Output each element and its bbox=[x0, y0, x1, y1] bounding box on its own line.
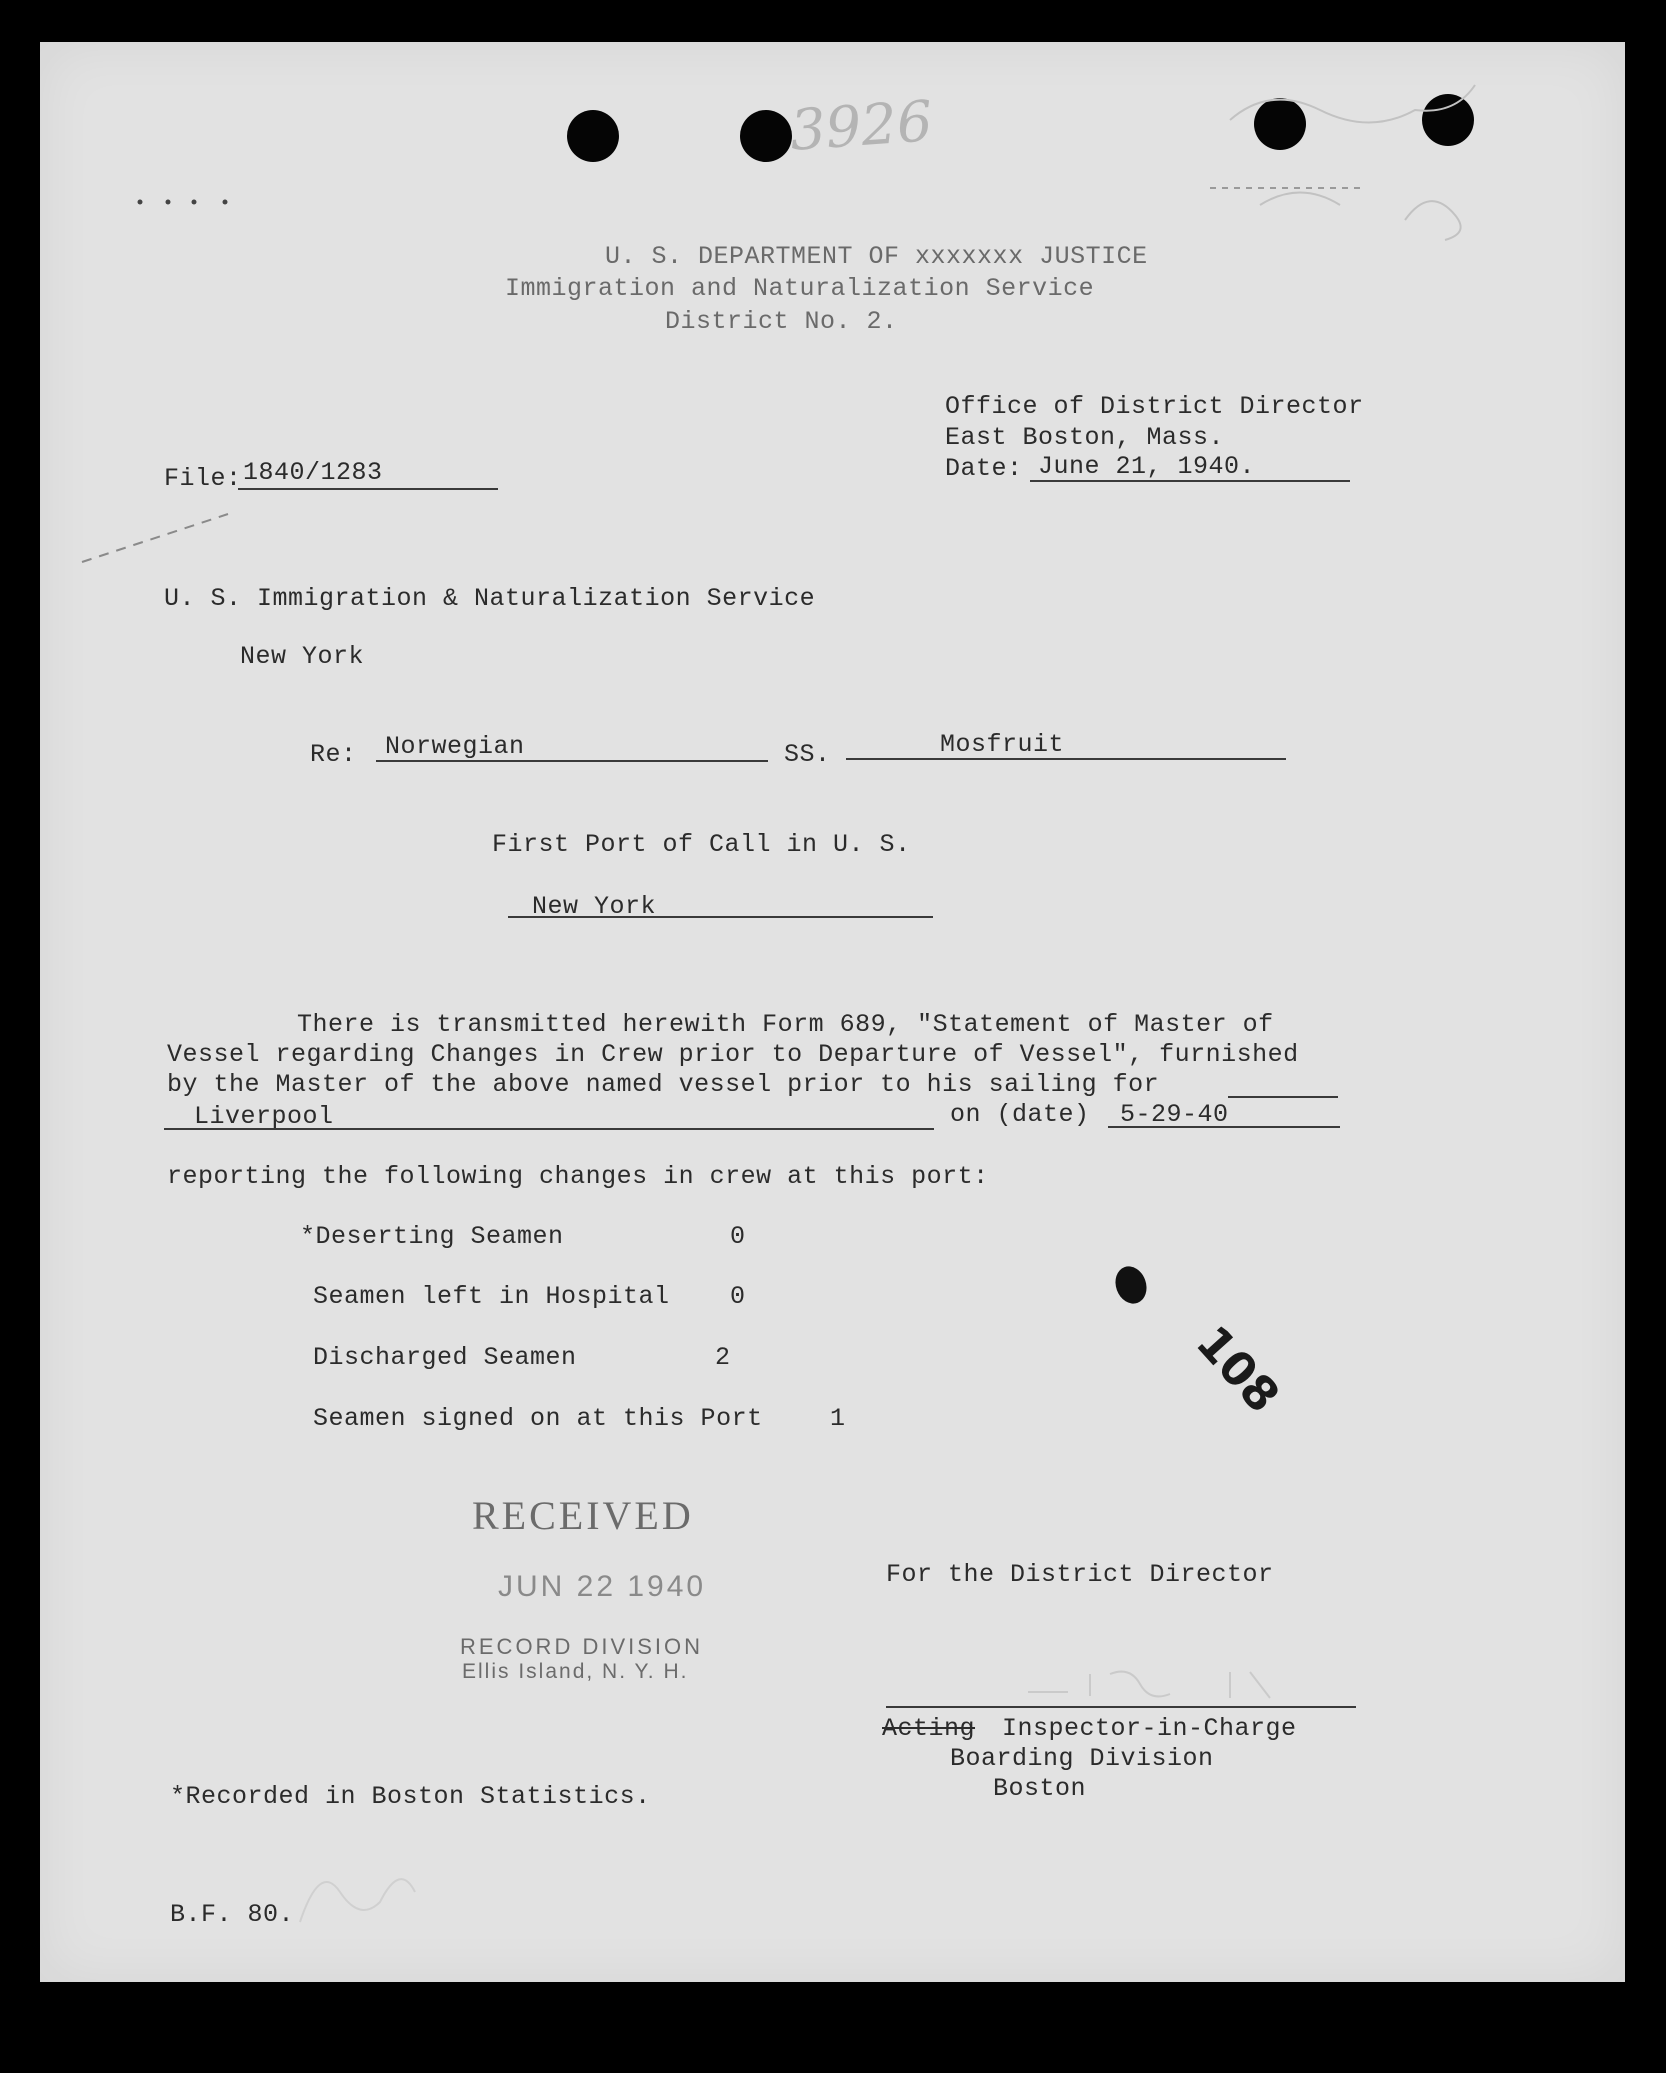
change-deserting-label: *Deserting Seamen bbox=[300, 1222, 564, 1251]
change-hospital-count: 0 bbox=[730, 1282, 746, 1311]
footnote: *Recorded in Boston Statistics. bbox=[170, 1782, 651, 1811]
addressee-name: U. S. Immigration & Naturalization Service bbox=[164, 584, 816, 613]
for-district-director: For the District Director bbox=[886, 1560, 1274, 1589]
letterhead-service: Immigration and Naturalization Service bbox=[505, 274, 1095, 303]
sail-date-underline bbox=[1108, 1126, 1340, 1128]
addressee-city: New York bbox=[240, 642, 365, 671]
sail-date-value: 5-29-40 bbox=[1120, 1100, 1229, 1129]
first-port-value: New York bbox=[532, 892, 657, 921]
struck-word bbox=[882, 1714, 975, 1743]
office-location: East Boston, Mass. bbox=[945, 423, 1225, 452]
signer-division: Boarding Division bbox=[950, 1744, 1214, 1773]
pencil-scribble-mark bbox=[1190, 70, 1510, 250]
received-stamp-division: RECORD DIVISION bbox=[460, 1634, 704, 1659]
pencil-dash-mark bbox=[78, 502, 238, 572]
destination-underline bbox=[164, 1128, 934, 1130]
received-stamp-location: Ellis Island, N. Y. H. bbox=[462, 1660, 689, 1683]
destination-value: Liverpool bbox=[194, 1102, 334, 1131]
vessel-underline bbox=[846, 758, 1286, 760]
nationality-underline bbox=[376, 760, 768, 762]
body-line-2: Vessel regarding Changes in Crew prior to Departure of Vessel", furnished bbox=[167, 1040, 1299, 1069]
pencil-loop-mark bbox=[280, 1842, 440, 1942]
stamped-number: 108 bbox=[1185, 1315, 1291, 1423]
punch-hole-2 bbox=[740, 110, 792, 162]
signer-title: Inspector-in-Charge bbox=[1002, 1714, 1297, 1743]
body-line-3: by the Master of the above named vessel prior to his sailing for bbox=[167, 1070, 1160, 1099]
letterhead-district: District No. 2. bbox=[665, 307, 898, 336]
change-signed-on-count: 1 bbox=[830, 1404, 846, 1433]
dotted-mark bbox=[130, 192, 250, 212]
first-port-label: First Port of Call in U. S. bbox=[492, 830, 911, 859]
first-port-underline bbox=[508, 916, 933, 918]
signature-line bbox=[886, 1706, 1356, 1708]
sailing-for-underline bbox=[1228, 1096, 1338, 1098]
change-hospital-label: Seamen left in Hospital bbox=[313, 1282, 670, 1311]
body-line-1: There is transmitted herewith Form 689, "Statement of Master of bbox=[297, 1010, 1274, 1039]
re-label: Re: bbox=[310, 740, 357, 769]
letterhead-department: U. S. DEPARTMENT OF xxxxxxx JUSTICE bbox=[605, 242, 1148, 271]
punch-hole-1 bbox=[567, 110, 619, 162]
struck-word-text: Acting bbox=[882, 1714, 976, 1743]
body-line-5: reporting the following changes in crew at this port: bbox=[167, 1162, 989, 1191]
received-stamp-date: JUN 22 1940 bbox=[498, 1570, 707, 1603]
paper-sheet bbox=[40, 42, 1625, 1982]
form-code: B.F. 80. bbox=[170, 1900, 295, 1929]
office-title: Office of District Director bbox=[945, 392, 1364, 421]
handwritten-file-number: 3926 bbox=[787, 89, 935, 164]
vessel-name: Mosfruit bbox=[940, 730, 1065, 759]
date-underline bbox=[1030, 480, 1350, 482]
file-number: 1840/1283 bbox=[243, 458, 383, 487]
change-discharged-label: Discharged Seamen bbox=[313, 1343, 577, 1372]
signer-city: Boston bbox=[993, 1774, 1087, 1803]
date-value: June 21, 1940. bbox=[1038, 452, 1256, 481]
change-deserting-count: 0 bbox=[730, 1222, 746, 1251]
file-label: File: bbox=[164, 464, 242, 493]
faint-signature-stamp bbox=[1020, 1664, 1290, 1704]
ink-blot bbox=[1110, 1262, 1151, 1308]
received-stamp-title: RECEIVED bbox=[472, 1493, 694, 1538]
re-nationality: Norwegian bbox=[385, 732, 525, 761]
on-date-label: on (date) bbox=[950, 1100, 1090, 1129]
ss-label: SS. bbox=[784, 740, 831, 769]
file-underline bbox=[238, 488, 498, 490]
change-signed-on-label: Seamen signed on at this Port bbox=[313, 1404, 763, 1433]
change-discharged-count: 2 bbox=[715, 1343, 731, 1372]
date-label: Date: bbox=[945, 454, 1023, 483]
